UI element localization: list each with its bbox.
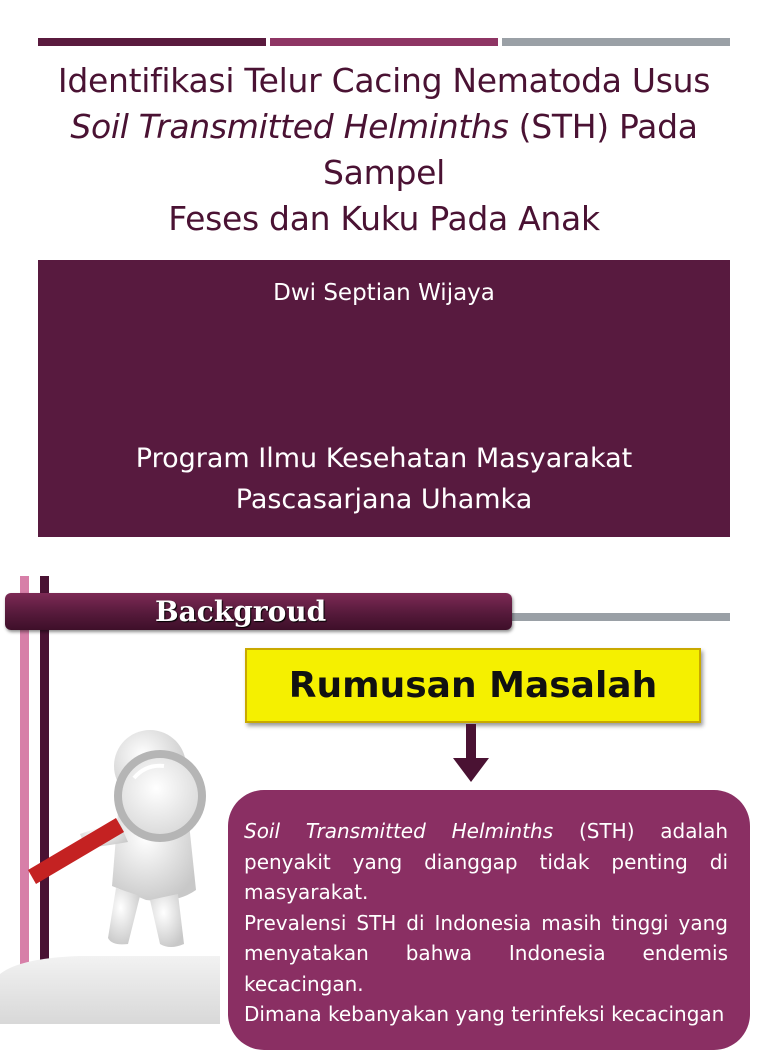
section-banner — [5, 593, 512, 630]
title-line-3: Feses dan Kuku Pada Anak — [168, 199, 600, 238]
title-line-2-rest: (STH) Pada Sampel — [323, 107, 698, 192]
rumusan-masalah-box: Rumusan Masalah — [245, 648, 701, 723]
top-rule-magenta — [270, 38, 498, 46]
arrow-down-icon — [451, 724, 491, 784]
affiliation-line-2: Pascasarjana Uhamka — [235, 484, 533, 515]
paragraph-2: Prevalensi STH di Indonesia masih tinggi yang menyatakan bahwa Indonesia endemis kecacingan. — [244, 910, 728, 996]
author-name: Dwi Septian Wijaya — [273, 280, 495, 306]
paragraph-1-italic: Soil Transmitted Helminths — [244, 819, 554, 843]
title-line-2 — [30, 104, 738, 196]
content-text — [244, 816, 728, 1030]
banner-label: Backgroud — [155, 595, 327, 628]
banner-rule-gray — [512, 613, 730, 621]
affiliation-line-1: Program Ilmu Kesehatan Masyarakat — [135, 443, 633, 474]
title-line-1: Identifikasi Telur Cacing Nematoda Usus — [57, 61, 711, 100]
affiliation — [38, 438, 730, 520]
title-italic-term: Soil Transmitted Helminths — [70, 107, 509, 146]
paragraph-1 — [244, 816, 728, 908]
author-box — [38, 260, 730, 537]
slide-title — [30, 58, 738, 242]
magnifier-person-icon — [0, 700, 240, 1024]
paragraph-3: Dimana kebanyakan yang terinfeksi kecacingan — [244, 1002, 725, 1026]
top-rule-dark — [38, 38, 266, 46]
top-rule-gray — [502, 38, 730, 46]
paragraph-1-rest: (STH) adalah penyakit yang dianggap tidak penting di masyarakat. — [244, 819, 728, 904]
